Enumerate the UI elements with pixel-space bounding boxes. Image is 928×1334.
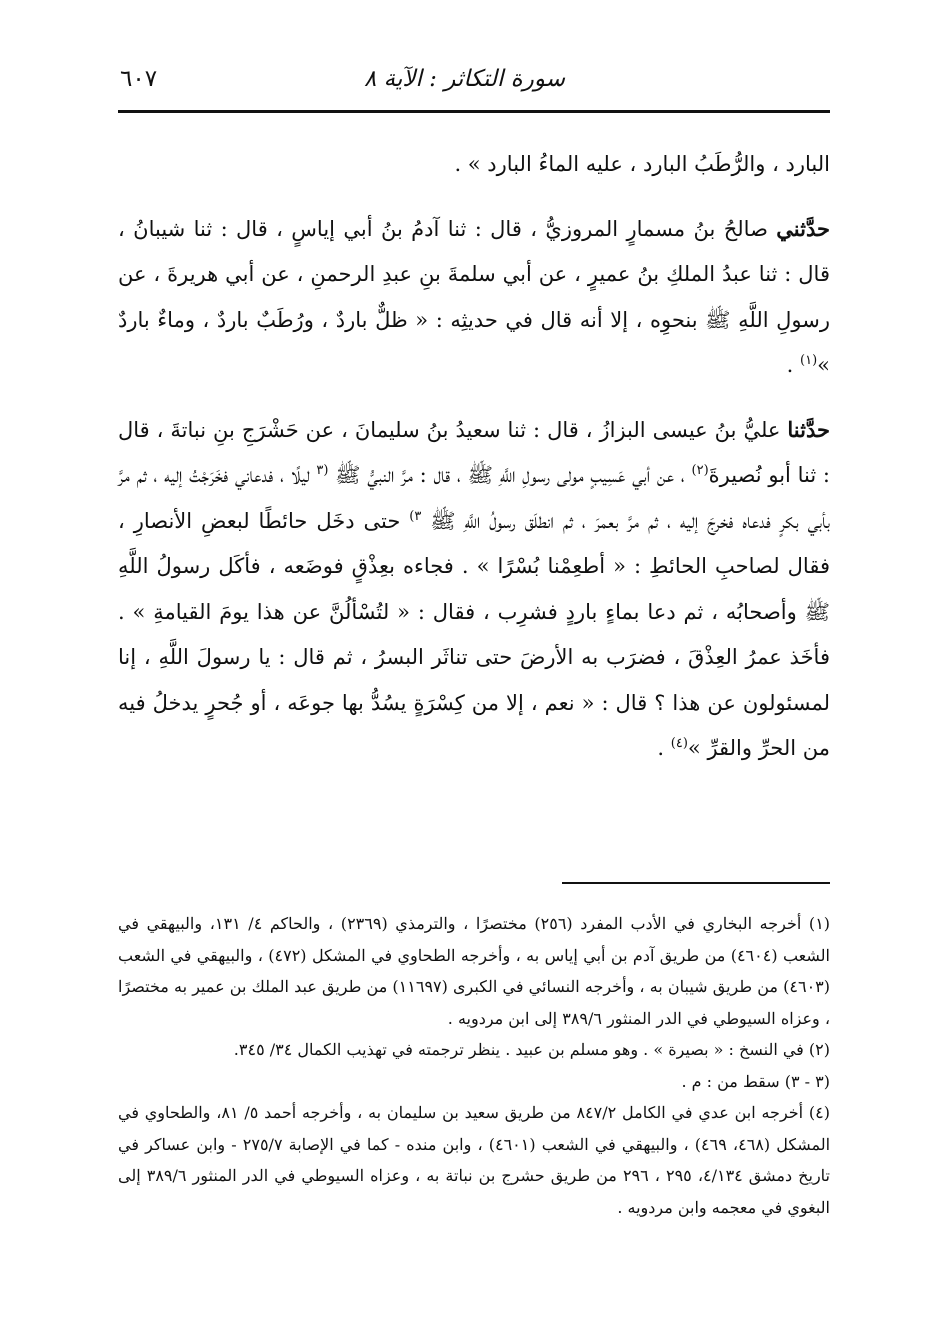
footnote-1: (١) أخرجه البخاري في الأدب المفرد (٢٥٦) مختصرًا ، والترمذي (٢٣٦٩) ، والحاكم ٤/ ١٣١، والبيهقي في الشعب (٤٦٠٤) من طريق آدم بن أبي إياس به ، وأخرجه الطحاوي في المشكل (٤٧٢) ، والبيهقي في الشعب (٤٦٠٣) من طريق شيبان به ، وأخرجه النسائي في الكبرى (١١٦٩٧) من طريق عبد الملك بن عمير به مختصرًا ، وعزاه السيوطي في الدر المنثور ٣٨٩/٦ إلى ابن مردويه . [118,914,831,1028]
running-title: سورة التكاثر : الآية ٨ [363,66,565,92]
paragraph-1-text: البارد ، والرُّطَبُ البارد ، عليه الماءُ البارد » . [454,152,830,176]
footnotes [118,908,830,1223]
paragraph-3-text-b: ، عن أبي عَسِيبٍ مولى رسولِ اللَّهِ ﷺ ، قال : مرَّ النبيُّ ﷺ [328,463,692,487]
page-header [118,58,830,102]
paragraph-3-end: . [657,736,671,760]
paragraph-3-text-d: حتى دخَل حائطًا لبعضِ الأنصارِ ، فقال لصاحبِ الحائطِ : « أطعِمْنا بُسْرًا » . فجاءه بعِذْقٍ فوضَعه ، فأكَل رسولُ اللَّهِ ﷺ وأصحابُه ، ثم دعا بماءٍ باردٍ فشرِب ، فقال : « لتُسْألُنَّ عن هذا يومَ القيامةِ » . فأخَذ عمرُ العِذْقَ ، فضرَب به الأرضَ حتى تناثَر البسرُ ، ثم قال : يا رسولَ اللَّهِ ، إنا لمسئولون عن هذا ؟ قال : « نعم ، إلا من كِسْرَةٍ يسُدُّ بها جوعَه ، أو جُحرٍ يدخلُ فيه من الحرِّ والقرِّ » [118,508,830,760]
footnote-ref-4[interactable]: (٤) [670,736,688,751]
footnote-ref-3-close[interactable]: ٣) [409,508,422,524]
paragraph-gap [118,188,830,206]
hadith-lead-word: حدَّثنا [787,416,830,442]
footnote-ref-1[interactable]: (١) [800,353,818,368]
footnote-3: (٣ - ٣) سقط من : م . [681,1071,830,1091]
paragraph-gap [118,389,830,407]
paragraph-1 [118,142,830,188]
page-number: ٦٠٧ [120,66,158,92]
footnote-ref-3-open[interactable]: (٣ [316,463,329,478]
hadith-lead-word: حدَّثني [776,215,830,241]
footnote-2: (٢) في النسخ : « بصيرة » . وهو مسلم بن عبيد . ينظر ترجمته في تهذيب الكمال ٣٤/ ٣٤٥. [233,1040,830,1059]
paragraph-3-text-c: ليلًا ، فدعاني فخَرَجْتُ إليه ، ثم مرَّ بأبي بكرٍ فدعاه فخرجَ إليه ، ثم مرَّ بعمرَ ، ثم انطلَق رسولُ اللَّهِ ﷺ [118,463,830,533]
footnote-ref-2[interactable]: (٢) [691,463,709,478]
paragraph-2-end: . [786,353,800,377]
paragraph-3-text-a: عليُّ بنُ عيسى البزازُ ، قال : ثنا سعيدُ بنُ سليمانَ ، عن حَشْرَجِ بنِ نباتةَ ، قال : ثنا أبو نُصيرةَ [118,417,830,487]
paragraph-2-text: صالحُ بنُ مسمارٍ المروزيُّ ، قال : ثنا آدمُ بنُ أبي إياسٍ ، قال : ثنا شيبانُ ، قال : ثنا عبدُ الملكِ بنُ عميرٍ ، عن أبي سلمةَ بنِ عبدِ الرحمنِ ، عن أبي هريرةَ ، عن رسولِ اللَّهِ ﷺ بنحوِه ، إلا أنه قال في حديثِه : « ظلٌّ باردٌ ، ورُطَبٌ باردٌ ، وماءٌ باردٌ » [118,216,830,377]
paragraph-2 [118,206,830,389]
footnote-4: (٤) أخرجه ابن عدي في الكامل ٨٤٧/٢ من طريق سعيد بن سليمان به ، وأخرجه أحمد ٥/ ٨١، والطحاوي في المشكل (٤٦٨، ٤٦٩) ، والبيهقي في الشعب (٤٦٠١) ، وابن منده - كما في الإصابة ٢٧٥/٧ - وابن عساكر في تاريخ دمشق ٤/١٣٤، ٢٩٥ ، ٢٩٦ من طريق حشرج بن نباتة به ، وعزاه السيوطي في الدر المنثور ٣٨٩/٦ إلى البغوي في معجمه وابن مردويه . [118,1103,831,1217]
header-rule [118,110,830,113]
footnote-separator [562,882,830,884]
paragraph-3 [118,407,830,772]
main-text [118,142,830,772]
